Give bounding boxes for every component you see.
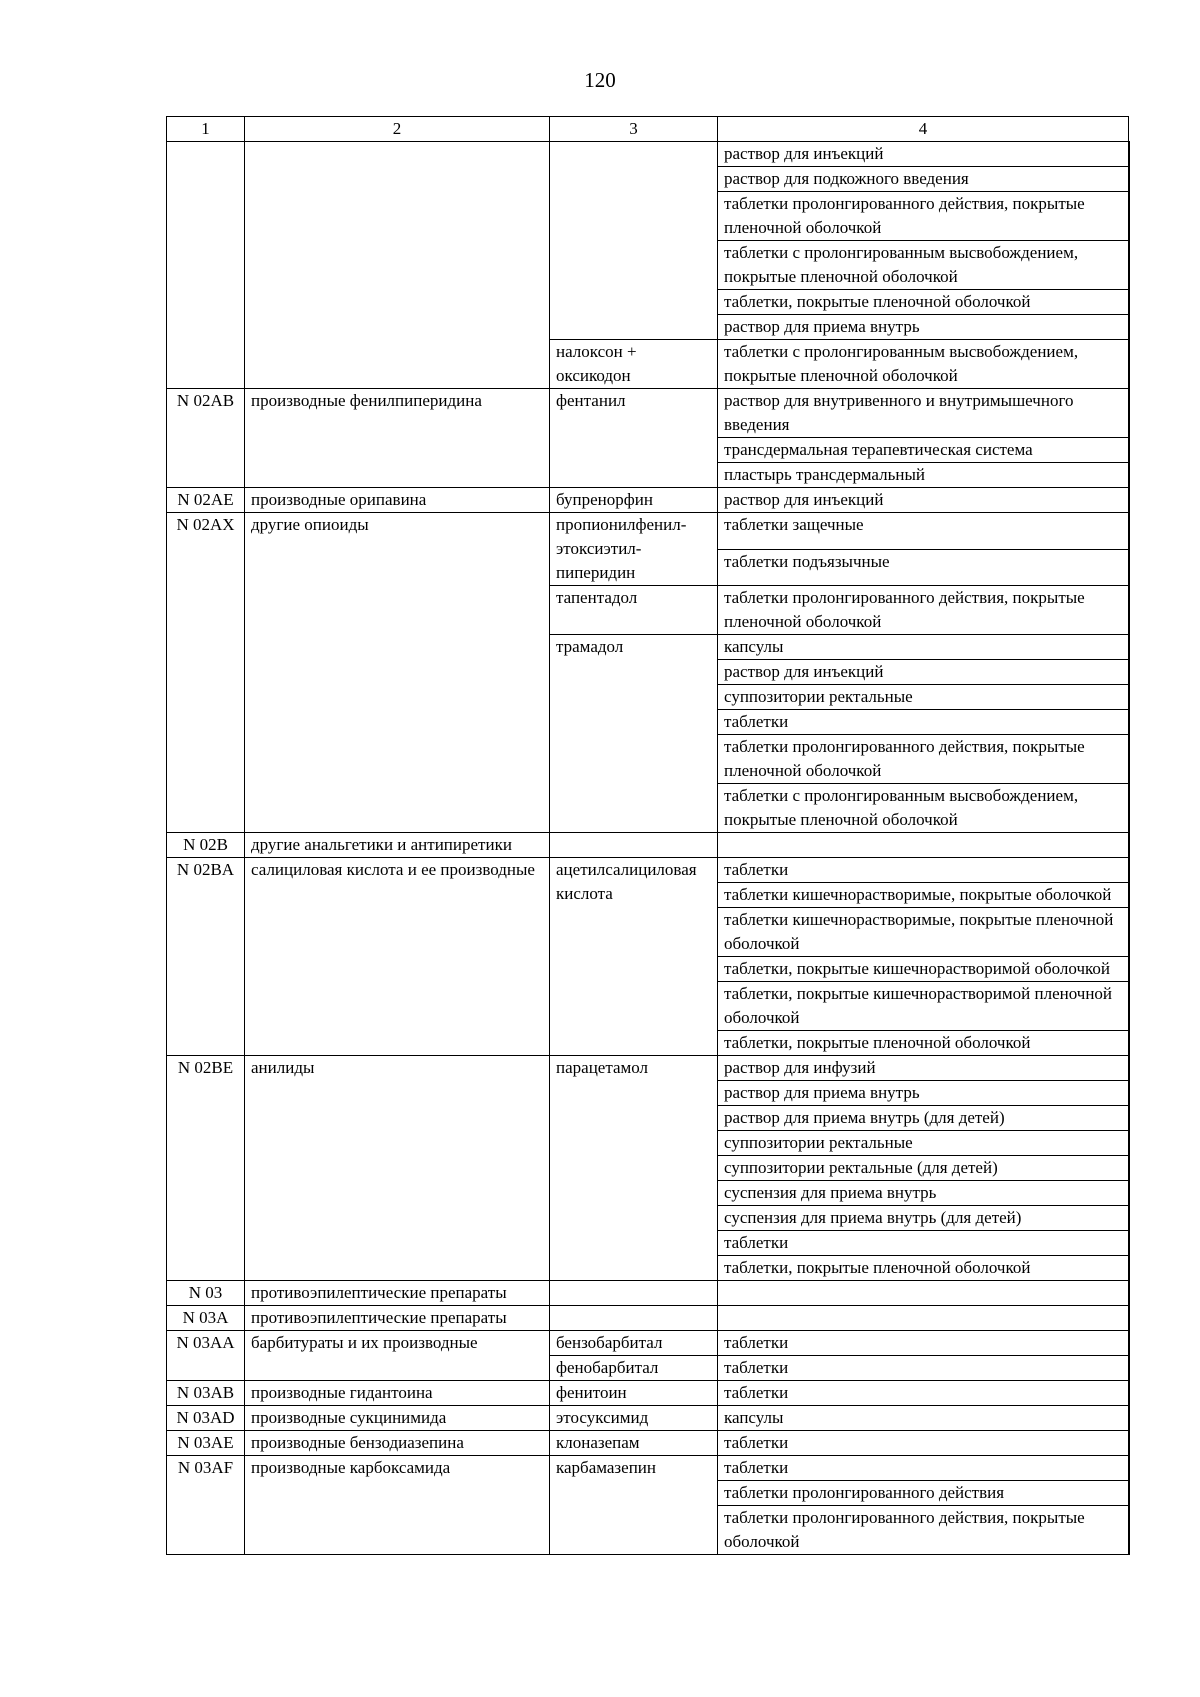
dosage-form-cell: раствор для инъекций [718, 142, 1129, 167]
dosage-form-cell: таблетки пролонгированного действия, покрытые оболочкой [718, 1506, 1129, 1555]
dosage-form-cell: раствор для инъекций [718, 488, 1129, 513]
drug-name-cell [550, 833, 718, 858]
atc-code-cell: N 02AE [167, 488, 245, 513]
dosage-form-cell [718, 1281, 1129, 1306]
group-name-cell: противоэпилептические препараты [245, 1306, 550, 1331]
drug-name-cell: клоназепам [550, 1431, 718, 1456]
column-header-2: 2 [245, 117, 550, 142]
atc-code-cell [167, 142, 245, 389]
dosage-form-cell: таблетки защечные [718, 513, 1129, 550]
drug-name-cell: трамадол [550, 635, 718, 833]
group-name-cell: другие опиоиды [245, 513, 550, 833]
atc-code-cell: N 03AE [167, 1431, 245, 1456]
drug-name-cell: парацетамол [550, 1056, 718, 1281]
column-header-1: 1 [167, 117, 245, 142]
dosage-form-cell: раствор для внутривенного и внутримышечного введения [718, 389, 1129, 438]
atc-code-cell: N 02B [167, 833, 245, 858]
dosage-form-cell: таблетки [718, 710, 1129, 735]
table-row [167, 513, 1129, 550]
header-row [167, 117, 1129, 142]
atc-code-cell: N 03 [167, 1281, 245, 1306]
dosage-form-cell: таблетки пролонгированного действия, покрытые пленочной оболочкой [718, 735, 1129, 784]
atc-code-cell: N 02AB [167, 389, 245, 488]
drug-name-cell [550, 142, 718, 340]
table-row [167, 1431, 1129, 1456]
dosage-form-cell: таблетки с пролонгированным высвобождением, покрытые пленочной оболочкой [718, 241, 1129, 290]
drug-name-cell [550, 1306, 718, 1331]
table-row [167, 142, 1129, 167]
dosage-form-cell: таблетки [718, 1456, 1129, 1481]
table-row [167, 488, 1129, 513]
dosage-form-cell: суппозитории ректальные [718, 1131, 1129, 1156]
dosage-form-cell: таблетки [718, 1356, 1129, 1381]
drug-name-cell [550, 1281, 718, 1306]
dosage-form-cell: раствор для подкожного введения [718, 167, 1129, 192]
table-row [167, 1456, 1129, 1481]
dosage-form-cell [718, 833, 1129, 858]
drug-name-cell: бензобарбитал [550, 1331, 718, 1356]
drug-table [166, 116, 1130, 1555]
dosage-form-cell [718, 1306, 1129, 1331]
table-row [167, 833, 1129, 858]
atc-code-cell: N 03AF [167, 1456, 245, 1555]
dosage-form-cell: суппозитории ректальные (для детей) [718, 1156, 1129, 1181]
dosage-form-cell: раствор для приема внутрь (для детей) [718, 1106, 1129, 1131]
dosage-form-cell: суспензия для приема внутрь [718, 1181, 1129, 1206]
dosage-form-cell: таблетки с пролонгированным высвобождением, покрытые пленочной оболочкой [718, 340, 1129, 389]
table-row [167, 1281, 1129, 1306]
drug-name-cell: налоксон + оксикодон [550, 340, 718, 389]
drug-table-body [167, 117, 1129, 1555]
group-name-cell: производные карбоксамида [245, 1456, 550, 1555]
drug-name-cell: пропионилфенил-этоксиэтил-пиперидин [550, 513, 718, 586]
dosage-form-cell: трансдермальная терапевтическая система [718, 438, 1129, 463]
dosage-form-cell: суппозитории ректальные [718, 685, 1129, 710]
table-row [167, 1306, 1129, 1331]
atc-code-cell: N 03AB [167, 1381, 245, 1406]
group-name-cell: производные сукцинимида [245, 1406, 550, 1431]
group-name-cell: производные гидантоина [245, 1381, 550, 1406]
dosage-form-cell: раствор для приема внутрь [718, 1081, 1129, 1106]
dosage-form-cell: таблетки [718, 1231, 1129, 1256]
drug-name-cell: ацетилсалициловая кислота [550, 858, 718, 1056]
dosage-form-cell: таблетки пролонгированного действия, покрытые пленочной оболочкой [718, 192, 1129, 241]
drug-name-cell: фентанил [550, 389, 718, 488]
dosage-form-cell: капсулы [718, 635, 1129, 660]
dosage-form-cell: раствор для инъекций [718, 660, 1129, 685]
group-name-cell: салициловая кислота и ее производные [245, 858, 550, 1056]
page-number: 120 [584, 68, 616, 92]
group-name-cell [245, 142, 550, 389]
table-row [167, 1331, 1129, 1356]
column-header-4: 4 [718, 117, 1129, 142]
dosage-form-cell: таблетки кишечнорастворимые, покрытые пленочной оболочкой [718, 908, 1129, 957]
drug-name-cell: карбамазепин [550, 1456, 718, 1555]
dosage-form-cell: таблетки, покрытые кишечнорастворимой оболочкой [718, 957, 1129, 982]
dosage-form-cell: таблетки подъязычные [718, 549, 1129, 586]
group-name-cell: другие анальгетики и антипиретики [245, 833, 550, 858]
dosage-form-cell: таблетки [718, 1381, 1129, 1406]
group-name-cell: противоэпилептические препараты [245, 1281, 550, 1306]
table-row [167, 858, 1129, 883]
table-row [167, 1381, 1129, 1406]
dosage-form-cell: капсулы [718, 1406, 1129, 1431]
dosage-form-cell: таблетки, покрытые пленочной оболочкой [718, 290, 1129, 315]
group-name-cell: производные фенилпиперидина [245, 389, 550, 488]
drug-name-cell: тапентадол [550, 586, 718, 635]
dosage-form-cell: таблетки, покрытые пленочной оболочкой [718, 1256, 1129, 1281]
dosage-form-cell: таблетки кишечнорастворимые, покрытые оболочкой [718, 883, 1129, 908]
dosage-form-cell: таблетки пролонгированного действия [718, 1481, 1129, 1506]
group-name-cell: анилиды [245, 1056, 550, 1281]
table-row [167, 389, 1129, 438]
atc-code-cell: N 02AX [167, 513, 245, 833]
dosage-form-cell: таблетки с пролонгированным высвобождением, покрытые пленочной оболочкой [718, 784, 1129, 833]
dosage-form-cell: таблетки, покрытые кишечнорастворимой пленочной оболочкой [718, 982, 1129, 1031]
dosage-form-cell: пластырь трансдермальный [718, 463, 1129, 488]
atc-code-cell: N 03A [167, 1306, 245, 1331]
dosage-form-cell: таблетки [718, 1331, 1129, 1356]
dosage-form-cell: суспензия для приема внутрь (для детей) [718, 1206, 1129, 1231]
dosage-form-cell: раствор для инфузий [718, 1056, 1129, 1081]
dosage-form-cell: таблетки [718, 858, 1129, 883]
dosage-form-cell: раствор для приема внутрь [718, 315, 1129, 340]
drug-name-cell: фенитоин [550, 1381, 718, 1406]
dosage-form-cell: таблетки пролонгированного действия, покрытые пленочной оболочкой [718, 586, 1129, 635]
table-row [167, 1056, 1129, 1081]
dosage-form-cell: таблетки, покрытые пленочной оболочкой [718, 1031, 1129, 1056]
drug-name-cell: фенобарбитал [550, 1356, 718, 1381]
column-header-3: 3 [550, 117, 718, 142]
drug-name-cell: этосуксимид [550, 1406, 718, 1431]
dosage-form-cell: таблетки [718, 1431, 1129, 1456]
atc-code-cell: N 03AD [167, 1406, 245, 1431]
atc-code-cell: N 03AA [167, 1331, 245, 1381]
group-name-cell: производные бензодиазепина [245, 1431, 550, 1456]
group-name-cell: производные орипавина [245, 488, 550, 513]
atc-code-cell: N 02BE [167, 1056, 245, 1281]
group-name-cell: барбитураты и их производные [245, 1331, 550, 1381]
table-row [167, 1406, 1129, 1431]
atc-code-cell: N 02BA [167, 858, 245, 1056]
drug-name-cell: бупренорфин [550, 488, 718, 513]
